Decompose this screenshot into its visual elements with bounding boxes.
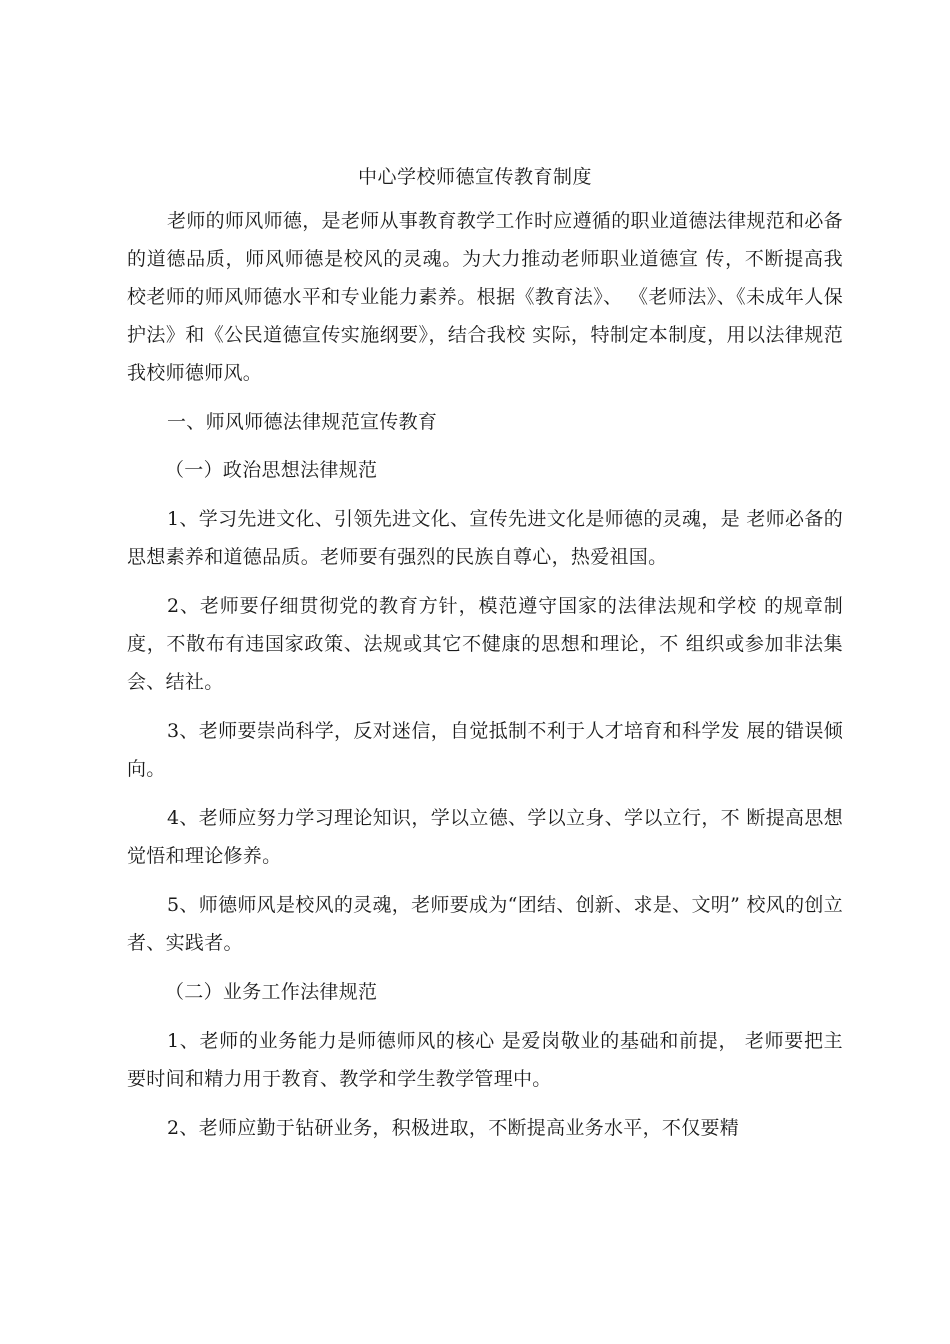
document-body	[127, 202, 843, 1158]
section-heading-1: 一、师风师德法律规范宣传教育	[167, 411, 438, 433]
document-title: 中心学校师德宣传教育制度	[357, 166, 592, 188]
paragraph-intro: 老师的师风师德，是老师从事教育教学工作时应遵循的职业道德法律规范和必备的道德品质，师风师德是校风的灵魂。为大力推动老师职业道德宣 传，不断提高我校老师的师风师德水平和专业能力素养。根据《教育法》、 《老师法》、《未成年人保护法》和《公民道德宣传实施纲要》，结合我校 实际，特制定本制度，用以法律规范我校师德师风。	[127, 210, 843, 384]
paragraph-item-2-1: 1、老师的业务能力是师德师风的核心 是爱岗敬业的基础和前提， 老师要把主要时间和精力用于教育、教学和学生教学管理中。	[127, 1030, 843, 1090]
subsection-heading-2: （二）业务工作法律规范	[165, 981, 378, 1003]
subsection-heading-1: （一）政治思想法律规范	[165, 459, 378, 481]
paragraph-item-2-2: 2、老师应勤于钻研业务，积极进取，不断提高业务水平，不仅要精	[167, 1117, 740, 1139]
paragraph-item-1-1: 1、学习先进文化、引领先进文化、宣传先进文化是师德的灵魂，是 老师必备的思想素养和道德品质。老师要有强烈的民族自尊心，热爱祖国。	[127, 508, 843, 568]
paragraph-item-1-4: 4、老师应努力学习理论知识，学以立德、学以立身、学以立行，不 断提高思想觉悟和理论修养。	[127, 807, 843, 867]
paragraph-item-1-2: 2、老师要仔细贯彻党的教育方针，模范遵守国家的法律法规和学校 的规章制度，不散布有违国家政策、法规或其它不健康的思想和理论，不 组织或参加非法集会、结社。	[127, 595, 843, 693]
paragraph-item-1-5: 5、师德师风是校风的灵魂，老师要成为“团结、创新、求是、文明” 校风的创立者、实践者。	[127, 894, 843, 954]
paragraph-item-1-3: 3、老师要崇尚科学，反对迷信，自觉抵制不利于人才培育和科学发 展的错误倾向。	[127, 720, 843, 780]
